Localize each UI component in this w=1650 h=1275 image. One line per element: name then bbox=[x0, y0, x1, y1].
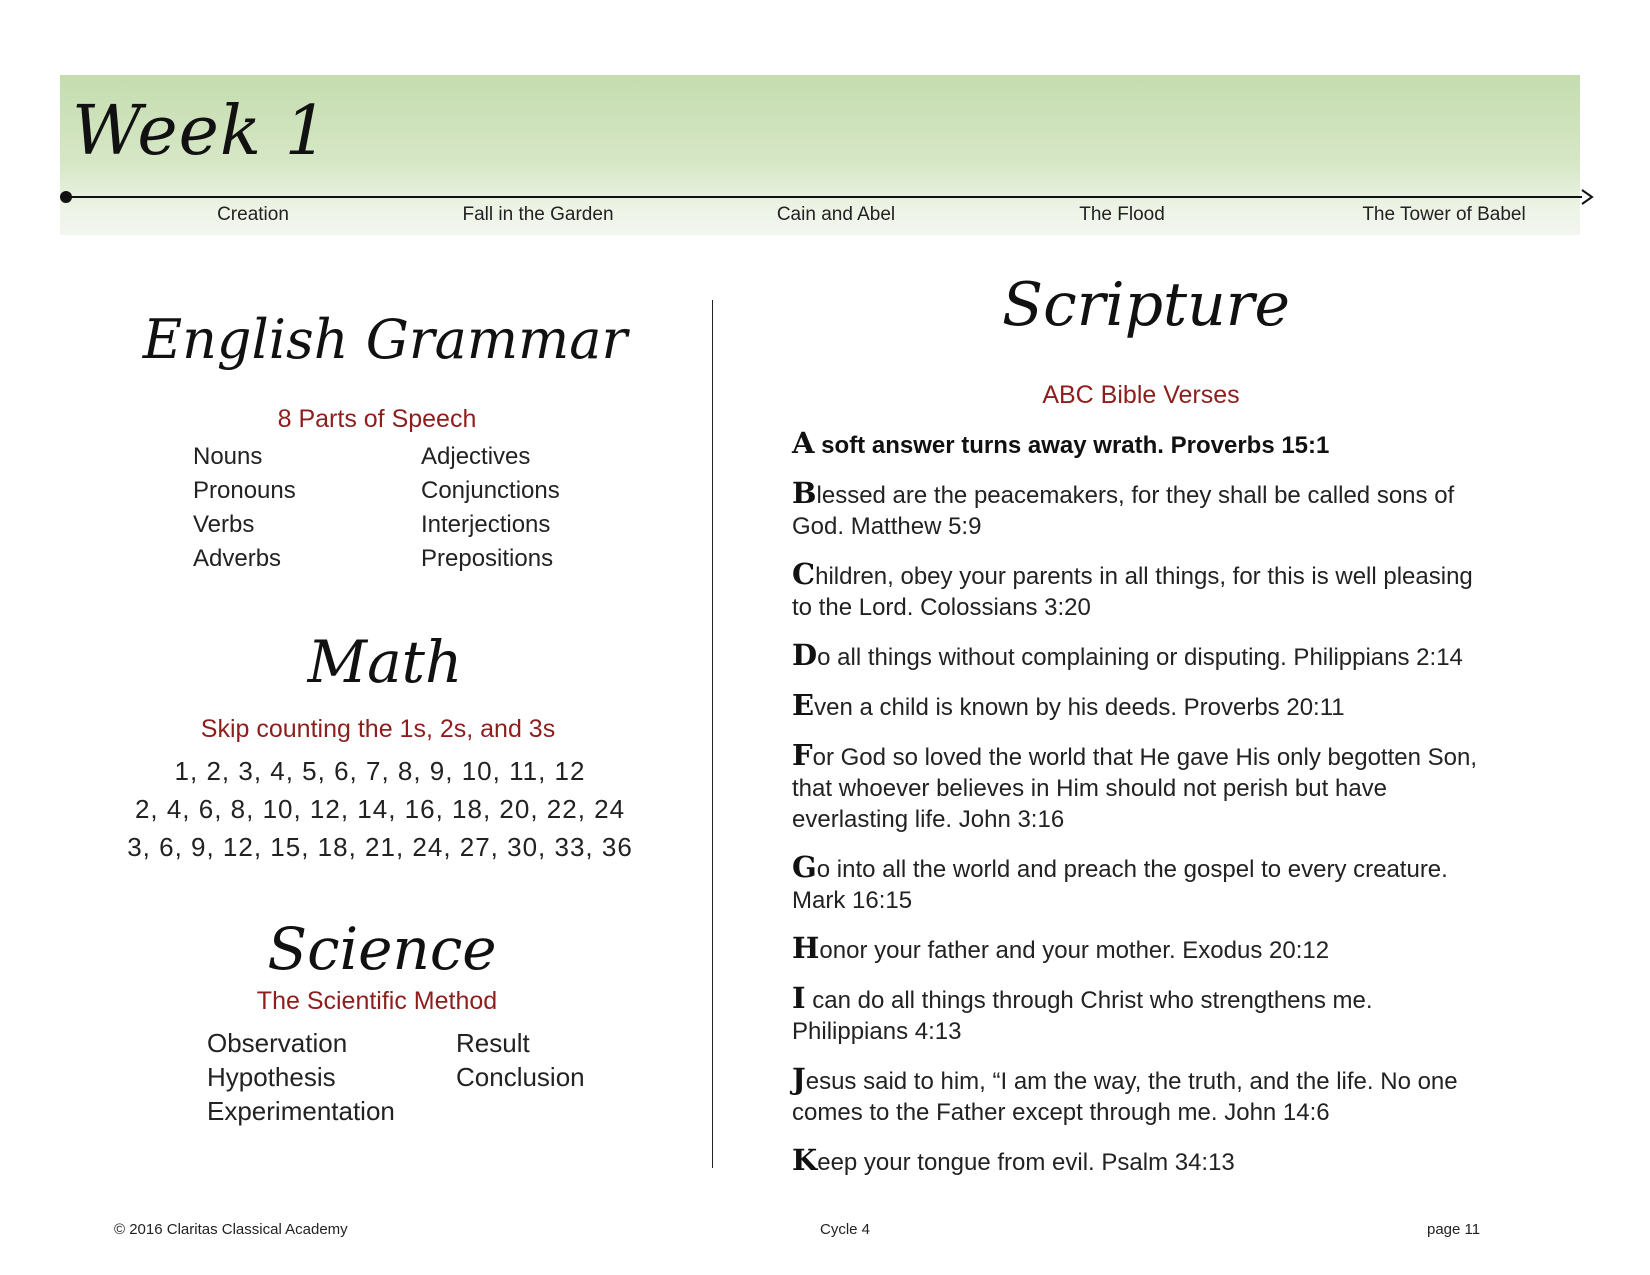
verse-g bbox=[792, 852, 1492, 916]
drop-initial: A bbox=[792, 426, 815, 460]
list-item: Prepositions bbox=[421, 545, 554, 572]
footer-cycle: Cycle 4 bbox=[820, 1221, 871, 1238]
drop-initial: I bbox=[792, 981, 806, 1015]
list-item: Conjunctions bbox=[421, 477, 560, 504]
verse-i bbox=[792, 983, 1492, 1047]
timeline-label-creation: Creation bbox=[217, 204, 289, 225]
math-title: Math bbox=[307, 628, 463, 696]
count-row-1s: 1, 2, 3, 4, 5, 6, 7, 8, 9, 10, 11, 12 bbox=[174, 756, 586, 786]
verse-text: ven a child is known by his deeds. Proverbs 20:11 bbox=[814, 694, 1345, 721]
grammar-list-right bbox=[421, 440, 560, 576]
verse-text: esus said to him, “I am the way, the truth, and the life. No one comes to the Father except through me. John 14:6 bbox=[792, 1068, 1458, 1126]
verse-text: or God so loved the world that He gave His only begotten Son, that whoever believes in Him should not perish but have everlasting life. John 3:16 bbox=[792, 744, 1477, 833]
verse-f bbox=[792, 740, 1492, 835]
science-subtitle: The Scientific Method bbox=[256, 987, 498, 1015]
list-item: Result bbox=[456, 1028, 530, 1058]
verse-j bbox=[792, 1064, 1492, 1128]
drop-initial: F bbox=[792, 738, 813, 772]
timeline-label-fall: Fall in the Garden bbox=[462, 204, 614, 225]
timeline-label-babel: The Tower of Babel bbox=[1362, 204, 1526, 225]
verse-text: o into all the world and preach the gospel to every creature. Mark 16:15 bbox=[792, 856, 1448, 914]
skip-counting-rows bbox=[120, 752, 640, 866]
grammar-list-left bbox=[193, 440, 296, 576]
drop-initial: C bbox=[792, 557, 816, 591]
verse-text: lessed are the peacemakers, for they shall be called sons of God. Matthew 5:9 bbox=[792, 482, 1455, 540]
drop-initial: D bbox=[792, 638, 818, 672]
list-item: Hypothesis bbox=[207, 1062, 336, 1092]
math-subtitle: Skip counting the 1s, 2s, and 3s bbox=[200, 715, 556, 743]
grammar-title: English Grammar bbox=[142, 308, 628, 371]
scripture-subtitle: ABC Bible Verses bbox=[1042, 381, 1240, 409]
count-row-2s: 2, 4, 6, 8, 10, 12, 14, 16, 18, 20, 22, 24 bbox=[134, 794, 626, 824]
list-item: Experimentation bbox=[207, 1096, 395, 1126]
timeline-arrow-icon bbox=[1578, 188, 1596, 206]
verse-a bbox=[792, 428, 1492, 461]
list-item: Pronouns bbox=[193, 477, 296, 504]
week-title: Week 1 bbox=[72, 92, 329, 171]
verse-text: can do all things through Christ who strengthens me. Philippians 4:13 bbox=[792, 987, 1373, 1045]
science-title: Science bbox=[267, 915, 497, 983]
drop-initial: K bbox=[792, 1143, 818, 1177]
drop-initial: B bbox=[792, 476, 817, 510]
verse-text: soft answer turns away wrath. Proverbs 15:1 bbox=[814, 432, 1330, 459]
timeline-start-dot bbox=[60, 191, 72, 203]
drop-initial: H bbox=[792, 931, 820, 965]
science-list-left bbox=[207, 1026, 395, 1128]
timeline-label-flood: The Flood bbox=[1079, 204, 1165, 225]
science-list-right bbox=[456, 1026, 585, 1094]
column-divider bbox=[712, 300, 713, 1168]
drop-initial: E bbox=[792, 688, 815, 722]
verse-e bbox=[792, 690, 1492, 723]
verse-text: o all things without complaining or disputing. Philippians 2:14 bbox=[817, 644, 1463, 671]
list-item: Interjections bbox=[421, 511, 551, 538]
verse-k bbox=[792, 1145, 1492, 1178]
verse-text: onor your father and your mother. Exodus 20:12 bbox=[819, 937, 1330, 964]
verse-text: hildren, obey your parents in all things, for this is well pleasing to the Lord. Colossians 3:20 bbox=[792, 563, 1473, 621]
timeline-label-cain-abel: Cain and Abel bbox=[776, 204, 896, 225]
footer-copyright: © 2016 Claritas Classical Academy bbox=[114, 1221, 348, 1238]
list-item: Nouns bbox=[193, 443, 263, 470]
list-item: Verbs bbox=[193, 511, 255, 538]
list-item: Observation bbox=[207, 1028, 348, 1058]
verse-h bbox=[792, 933, 1492, 966]
verse-b bbox=[792, 478, 1492, 542]
verse-d bbox=[792, 640, 1492, 673]
timeline-line bbox=[66, 196, 1582, 198]
verse-text: eep your tongue from evil. Psalm 34:13 bbox=[817, 1149, 1235, 1176]
scripture-title: Scripture bbox=[1002, 270, 1290, 340]
list-item: Conclusion bbox=[456, 1062, 585, 1092]
grammar-subtitle: 8 Parts of Speech bbox=[277, 405, 477, 433]
list-item: Adverbs bbox=[193, 545, 282, 572]
verse-list bbox=[792, 428, 1492, 1195]
footer-page-number: page 11 bbox=[1427, 1221, 1481, 1238]
list-item: Adjectives bbox=[421, 443, 531, 470]
drop-initial: G bbox=[792, 850, 817, 884]
count-row-3s: 3, 6, 9, 12, 15, 18, 21, 24, 27, 30, 33, 36 bbox=[127, 832, 633, 862]
verse-c bbox=[792, 559, 1492, 623]
drop-initial: J bbox=[792, 1062, 806, 1096]
